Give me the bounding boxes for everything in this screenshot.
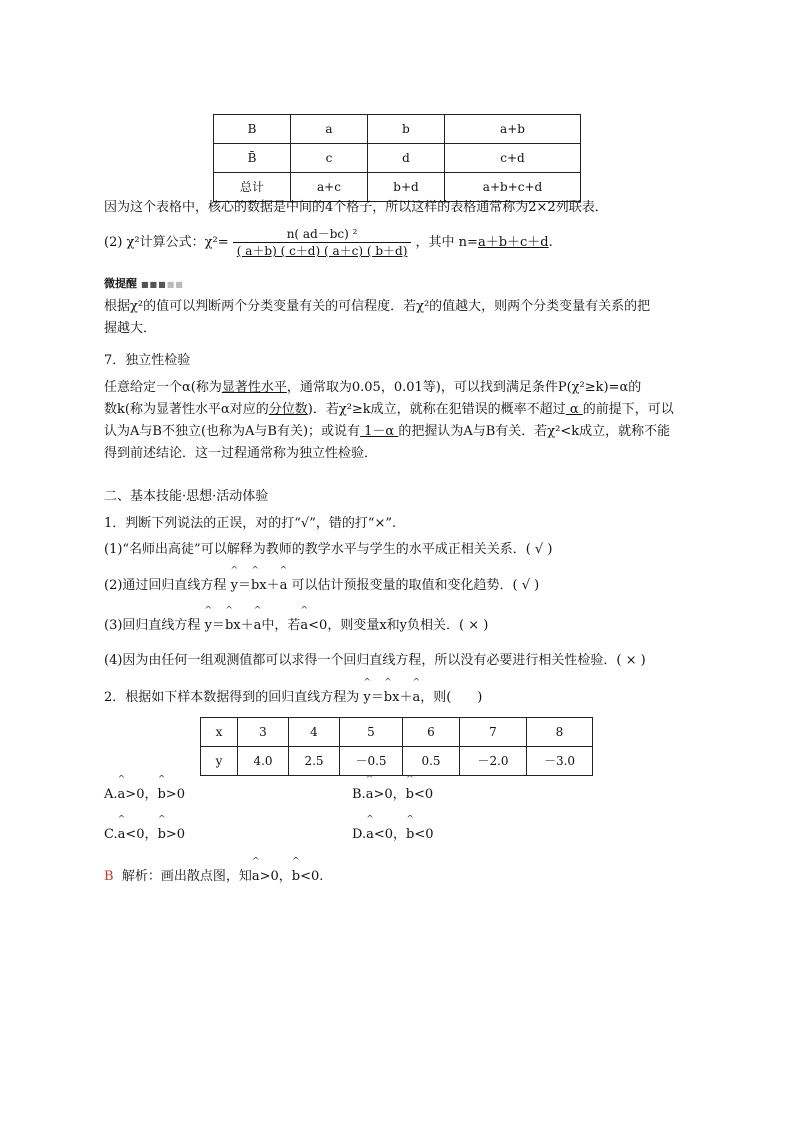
q1-item-1: (1)“名师出高徒”可以解释为教师的教学水平与学生的水平成正相关关系．( √ ) [104, 542, 553, 557]
text: 任意给定一个α(称为 [104, 380, 222, 395]
blank-confidence: 1－α [360, 424, 399, 439]
a-hat: ^ a [280, 576, 288, 596]
option-label: A. [104, 787, 118, 802]
text: <0. [300, 869, 324, 884]
b-hat: ^ b [225, 616, 233, 636]
table-cell: b+d [368, 173, 445, 202]
option-a [104, 785, 185, 805]
table-cell: B̄ [214, 144, 291, 173]
text: >0， [373, 787, 406, 802]
b-hat: ^ b [406, 825, 414, 845]
formula-suffix: ，其中 n= [415, 235, 478, 250]
text: >0 [165, 787, 185, 802]
option-label: B. [352, 787, 366, 802]
b-hat: ^ b [292, 867, 300, 887]
y-hat: ^ y [363, 688, 370, 708]
table-cell: c [291, 144, 368, 173]
q1-item-2 [104, 576, 539, 596]
option-label: C. [104, 827, 118, 842]
text: x＋ [233, 618, 254, 633]
text: <0， [373, 827, 407, 842]
a-hat: ^ a [300, 616, 308, 636]
table-row [201, 747, 593, 776]
y-hat: ^ y [205, 616, 212, 636]
b-hat: ^ b [251, 576, 259, 596]
contingency-explanation: 因为这个表格中，核心的数据是中间的4个格子，所以这样的表格通常称为2×2列联表． [104, 200, 608, 215]
table-cell: 3 [238, 718, 289, 747]
table-cell: y [201, 747, 238, 776]
table-cell: 2.5 [289, 747, 340, 776]
table-cell: a [291, 115, 368, 144]
text: >0， [125, 787, 158, 802]
formula-n-value: a＋b＋c＋d [477, 235, 549, 250]
text: >0 [165, 827, 186, 842]
table-cell: 4 [289, 718, 340, 747]
tip-text-line: 根据χ²的值可以判断两个分类变量有关的可信程度．若χ²的值越大，则两个分类变量有关系的把 [104, 299, 651, 314]
a-hat: ^ a [254, 616, 262, 636]
table-cell: B [214, 115, 291, 144]
text: ，通常取为0.05，0.01等)，可以找到满足条件P(χ²≥k)=α的 [286, 380, 642, 395]
question-1-title: 1．判断下列说法的正误，对的打“√”，错的打“×”. [104, 516, 397, 531]
a-hat: ^ a [118, 825, 126, 845]
option-c [104, 825, 185, 845]
text: ＝ [370, 690, 384, 705]
q1-item-4: (4)因为由任何一组观测值都可以求得一个回归直线方程，所以没有必要进行相关性检验．( × ) [104, 653, 646, 668]
table-cell: x [201, 718, 238, 747]
blank-quantile: 分位数 [268, 402, 308, 417]
part-2-title: 二、基本技能·思想·活动体验 [104, 489, 269, 504]
tip-text-line: 握越大． [104, 321, 157, 336]
a-hat: ^ a [412, 688, 420, 708]
text: ，则( ) [420, 690, 483, 705]
table-cell: －2.0 [460, 747, 527, 776]
formula-end: . [548, 235, 553, 250]
table-cell: a+c [291, 173, 368, 202]
tip-decoration-icon: ■■■■■ [141, 280, 184, 289]
text: 可以估计预报变量的取值和变化趋势．( √ ) [291, 578, 540, 593]
b-hat: ^ b [158, 825, 166, 845]
tip-label: 微提醒 [104, 277, 137, 290]
table-cell: 6 [403, 718, 460, 747]
table-row [214, 115, 581, 144]
chi-square-formula [104, 226, 553, 259]
text: <0 [413, 787, 434, 802]
y-hat: ^ y [231, 576, 238, 596]
text: <0 [414, 827, 434, 842]
option-d [352, 825, 434, 845]
table-cell: c+d [445, 144, 581, 173]
text: x＋ [259, 578, 280, 593]
section-7-paragraph [104, 377, 718, 465]
table-row [214, 144, 581, 173]
table-cell: －3.0 [527, 747, 593, 776]
b-hat: ^ b [384, 688, 392, 708]
text: 的前提下，可以 [582, 402, 674, 417]
s7-line-1 [104, 377, 718, 399]
table-cell: b [368, 115, 445, 144]
table-cell: 4.0 [238, 747, 289, 776]
contingency-table [213, 114, 581, 202]
text: ＝ [237, 578, 251, 593]
formula-prefix: (2) χ²计算公式：χ²= [104, 235, 229, 250]
blank-significance-level: 显著性水平 [221, 380, 287, 395]
text: 2．根据如下样本数据得到的回归直线方程为 [104, 690, 360, 705]
table-cell: a+b+c+d [445, 173, 581, 202]
option-b [352, 785, 433, 805]
table-cell: 0.5 [403, 747, 460, 776]
text: 解析：画出散点图，知 [121, 869, 252, 884]
b-hat: ^ b [157, 785, 165, 805]
question-2-title [104, 688, 482, 708]
s7-line-4: 得到前述结论．这一过程通常称为独立性检验． [104, 446, 378, 461]
text: 中，若 [261, 618, 301, 633]
table-cell: d [368, 144, 445, 173]
table-cell: －0.5 [340, 747, 403, 776]
a-hat: ^ a [252, 867, 260, 887]
formula-fraction [233, 226, 412, 259]
text: x＋ [392, 690, 413, 705]
tip-paragraph [104, 296, 718, 340]
s7-line-2 [104, 399, 718, 421]
q1-item-3 [104, 616, 488, 636]
text: 认为A与B不独立(也称为A与B有关)；或说有 [104, 424, 361, 439]
a-hat: ^ a [366, 785, 374, 805]
text: <0，则变量x和y负相关．( × ) [308, 618, 489, 633]
s7-line-3 [104, 421, 718, 443]
sample-data-table [200, 717, 593, 776]
text: (3)回归直线方程 [104, 618, 201, 633]
section-7-title: 7．独立性检验 [104, 353, 191, 368]
answer-letter: B [104, 869, 114, 884]
text: 的把握认为A与B有关．若χ²<k成立，就称不能 [398, 424, 671, 439]
text: (2)通过回归直线方程 [104, 578, 227, 593]
table-cell: 8 [527, 718, 593, 747]
table-cell: 总计 [214, 173, 291, 202]
text: ＝ [211, 618, 225, 633]
answer-explanation [104, 867, 323, 887]
blank-alpha: α [565, 402, 583, 417]
a-hat: ^ a [118, 785, 126, 805]
formula-denominator: ( a＋b) ( c＋d) ( a＋c) ( b＋d) [236, 244, 408, 258]
table-cell: a+b [445, 115, 581, 144]
table-row [201, 718, 593, 747]
table-cell: 7 [460, 718, 527, 747]
a-hat: ^ a [366, 825, 374, 845]
text: 数k(称为显著性水平α对应的 [104, 402, 269, 417]
tip-heading [104, 274, 184, 294]
option-label: D. [352, 827, 367, 842]
formula-numerator: n( ad－bc) ² [233, 226, 412, 243]
text: <0， [125, 827, 158, 842]
b-hat: ^ b [406, 785, 414, 805]
text: )．若χ²≥k成立，就称在犯错误的概率不超过 [307, 402, 566, 417]
table-cell: 5 [340, 718, 403, 747]
text: >0， [259, 869, 292, 884]
